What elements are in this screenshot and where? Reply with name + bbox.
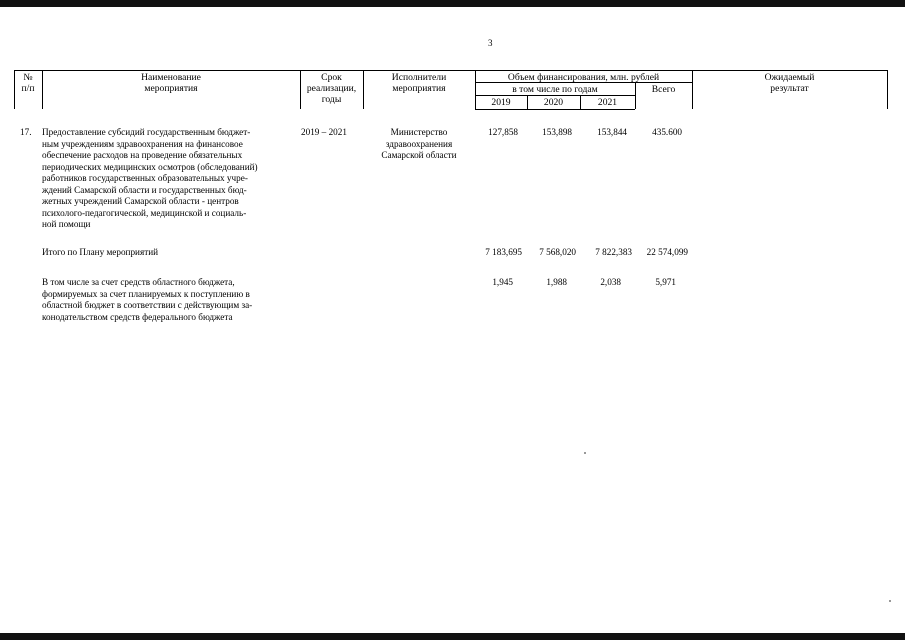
header-year-2020: 2020 (543, 97, 564, 108)
page-number: 3 (488, 38, 493, 48)
header-name-line1: Наименование (141, 72, 201, 83)
header-term (300, 72, 363, 105)
regional-label (42, 277, 297, 323)
row-name (42, 127, 297, 231)
total-label: Итого по Плану мероприятий (42, 247, 159, 257)
header-name (42, 72, 300, 94)
header-top-rule (14, 70, 887, 71)
row-name-line: обеспечение расходов на проведение обязательных (42, 150, 243, 160)
row-executor-line: Самарской области (381, 150, 457, 160)
row-value-2019: 127,858 (488, 127, 518, 137)
regional-value-2021: 2,038 (600, 277, 621, 287)
row-executor-line: Министерство (390, 127, 448, 137)
top-scan-border (0, 0, 905, 7)
header-num (14, 72, 42, 94)
header-funding: Объем финансирования, млн. рублей (507, 72, 660, 83)
header-num-line2: п/п (21, 83, 35, 94)
row-name-line: ным учреждениям здравоохранения на финансовое (42, 138, 243, 149)
header-term-line1: Срок (321, 72, 342, 83)
row-name-line: работников государственных образовательных учре- (42, 173, 248, 183)
row-executor (363, 127, 475, 162)
row-value-2020: 153,898 (542, 127, 572, 137)
header-executors (363, 72, 475, 94)
regional-label-line: формируемых за счет планируемых к поступлению в (42, 288, 250, 299)
header-executors-line2: мероприятия (392, 83, 446, 94)
total-value-2020: 7 568,020 (539, 247, 576, 257)
years-divider (475, 95, 635, 96)
header-executors-line1: Исполнители (391, 72, 447, 83)
scan-speck (584, 452, 586, 454)
header-result-line2: результат (770, 83, 809, 94)
header-name-line2: мероприятия (144, 83, 198, 94)
years-bottom-rule (475, 109, 635, 110)
header-num-line1: № (23, 72, 33, 83)
header-year-2021: 2021 (597, 97, 618, 108)
header-year-2019: 2019 (491, 97, 511, 108)
row-name-line: ждений Самарской области и государственных бюд- (42, 184, 247, 195)
row-name-line: ной помощи (42, 219, 91, 229)
total-value-2019: 7 183,695 (485, 247, 522, 257)
row-name-line: психолого-педагогической, медицинской и социаль- (42, 207, 247, 218)
row-executor-line: здравоохранения (385, 138, 453, 149)
row-name-line: жетных учреждений Самарской области - центров (42, 196, 239, 206)
row-term: 2019 – 2021 (301, 127, 347, 137)
header-result (692, 72, 887, 94)
scan-speck (889, 600, 891, 602)
row-value-2021: 153,844 (597, 127, 627, 137)
header-term-line2: реализации, (306, 83, 357, 94)
header-total: Всего (651, 84, 676, 95)
header-result-line1: Ожидаемый (764, 72, 815, 83)
row-name-line: Предоставление субсидий государственным бюджет- (42, 127, 251, 137)
regional-value-2020: 1,988 (546, 277, 567, 287)
row-name-line: периодических медицинских осмотров (обследований) (42, 161, 258, 172)
total-value-total: 22 574,099 (646, 247, 688, 257)
regional-value-2019: 1,945 (492, 277, 513, 287)
col-border-right (887, 70, 888, 109)
row-number: 17. (20, 127, 32, 137)
total-value-2021: 7 822,383 (595, 247, 632, 257)
regional-label-line: областной бюджет в соответствии с действующим за- (42, 300, 253, 310)
bottom-scan-border (0, 633, 905, 640)
header-by-years: в том числе по годам (512, 84, 598, 95)
regional-label-line: В том числе за счет средств областного бюджета, (42, 277, 235, 287)
header-term-line3: годы (321, 94, 342, 105)
regional-value-total: 5,971 (655, 277, 676, 287)
row-value-total: 435.600 (652, 127, 682, 137)
regional-label-line: конодательством средств федерального бюджета (42, 311, 233, 322)
